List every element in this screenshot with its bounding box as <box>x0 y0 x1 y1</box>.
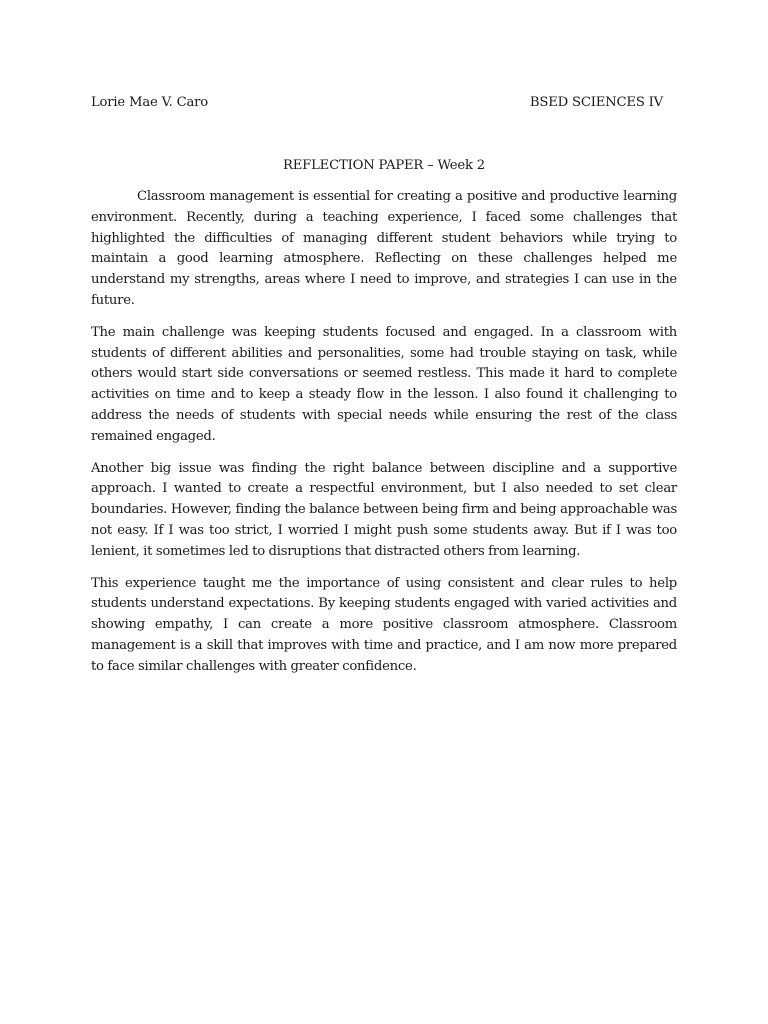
course-label: BSED SCIENCES IV <box>529 95 663 110</box>
document-title: REFLECTION PAPER – Week 2 <box>283 158 485 173</box>
paragraph: The main challenge was keeping students focused and engaged. In a classroom with students of different abilities and personalities, some had trouble staying on task, while others would start side conversations or seemed restless. This made it hard to complete activities on time and to keep a steady flow in the lesson. I also found it challenging to address the needs of students with special needs while ensuring the rest of the class remained engaged. <box>91 324 677 444</box>
paragraph: Another big issue was finding the right balance between discipline and a supportive approach. I wanted to create a respectful environment, but I also needed to set clear boundaries. However, finding the balance between being firm and being approachable was not easy. If I was too strict, I worried I might push some students away. But if I was too lenient, it sometimes led to disruptions that distracted others from learning. <box>91 460 677 559</box>
paragraph: This experience taught me the importance of using consistent and clear rules to help students understand expectations. By keeping students engaged with varied activities and showing empathy, I can create a more positive classroom atmosphere. Classroom management is a skill that improves with time and practice, and I am now more prepared to face similar challenges with greater confidence. <box>91 575 677 674</box>
document-body <box>91 187 677 689</box>
document-header <box>91 93 663 113</box>
paragraph: Classroom management is essential for creating a positive and productive learning environment. Recently, during a teaching experience, I faced some challenges that highlighted the difficulties of managing different student behaviors while trying to maintain a good learning atmosphere. Reflecting on these challenges helped me understand my strengths, areas where I need to improve, and strategies I can use in the future. <box>91 189 677 308</box>
author-name: Lorie Mae V. Caro <box>91 95 208 110</box>
